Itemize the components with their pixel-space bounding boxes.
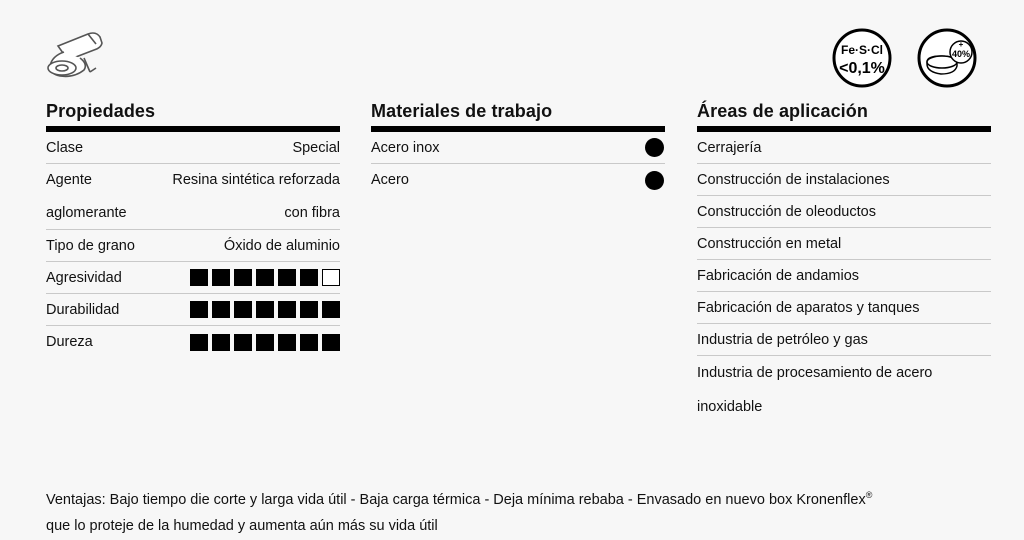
property-label: Agente — [46, 172, 92, 189]
svg-text:40%: 40% — [951, 49, 971, 59]
area-item — [697, 356, 991, 424]
ventajas-text — [46, 482, 986, 539]
rating-block-filled — [300, 334, 318, 351]
propiedades-section — [46, 96, 340, 358]
rating-bars — [190, 301, 340, 318]
rating-bars — [190, 269, 340, 286]
areas-section — [697, 96, 991, 424]
rating-block-filled — [256, 301, 274, 318]
rating-block-filled — [234, 301, 252, 318]
property-label: Clase — [46, 139, 84, 156]
rating-row-durabilidad — [46, 294, 340, 326]
area-item-line: Industria de procesamiento de acero — [697, 365, 933, 381]
rating-block-empty — [322, 269, 340, 286]
fe-s-cl-badge-icon — [832, 28, 892, 88]
area-item-line: inoxidable — [697, 399, 763, 415]
property-label: aglomerante — [46, 204, 127, 221]
property-value: Resina sintética reforzada — [172, 172, 340, 189]
ventajas-line-1: Ventajas: Bajo tiempo die corte y larga vida útil - Baja carga térmica - Deja mínima rebaba - Envasado en nuevo box Kronenflex — [46, 491, 866, 508]
area-item: Construcción de instalaciones — [697, 164, 991, 196]
property-value: con fibra — [284, 204, 340, 221]
rating-block-filled — [190, 269, 208, 286]
rating-block-filled — [322, 301, 340, 318]
area-item: Industria de petróleo y gas — [697, 324, 991, 356]
property-row-grano — [46, 230, 340, 262]
filled-dot-icon — [645, 138, 664, 157]
propiedades-title: Propiedades — [46, 96, 340, 132]
property-value: Óxido de aluminio — [223, 237, 340, 254]
rating-bars — [190, 334, 340, 351]
area-item: Fabricación de andamios — [697, 260, 991, 292]
filled-dot-icon — [645, 171, 664, 190]
area-item: Construcción en metal — [697, 228, 991, 260]
rating-block-filled — [278, 301, 296, 318]
material-label: Acero inox — [371, 139, 440, 156]
materiales-title: Materiales de trabajo — [371, 96, 665, 132]
rating-block-filled — [212, 269, 230, 286]
registered-mark: ® — [865, 490, 873, 500]
rating-label: Durabilidad — [46, 301, 120, 318]
rating-block-filled — [190, 301, 208, 318]
property-value: Special — [292, 139, 340, 156]
areas-title: Áreas de aplicación — [697, 96, 991, 132]
property-row-agente — [46, 164, 340, 230]
ventajas-line-2: que lo proteje de la humedad y aumenta aún más su vida útil — [46, 517, 438, 534]
rating-block-filled — [278, 269, 296, 286]
rating-label: Agresividad — [46, 269, 122, 286]
rating-block-filled — [212, 301, 230, 318]
rating-block-filled — [300, 301, 318, 318]
property-label: Tipo de grano — [46, 237, 135, 254]
svg-text:+: + — [958, 40, 964, 49]
rating-row-agresividad — [46, 262, 340, 294]
rating-row-dureza — [46, 326, 340, 358]
rating-block-filled — [300, 269, 318, 286]
rating-block-filled — [234, 269, 252, 286]
area-item: Construcción de oleoductos — [697, 196, 991, 228]
rating-block-filled — [278, 334, 296, 351]
svg-text:<0,1%: <0,1% — [839, 60, 885, 77]
rating-block-filled — [190, 334, 208, 351]
area-item: Fabricación de aparatos y tanques — [697, 292, 991, 324]
material-row — [371, 132, 665, 164]
angle-grinder-icon — [44, 28, 106, 83]
rating-block-filled — [234, 334, 252, 351]
area-item: Cerrajería — [697, 132, 991, 164]
material-row — [371, 164, 665, 196]
svg-text:Fe·S·Cl: Fe·S·Cl — [841, 43, 883, 57]
materiales-section — [371, 96, 665, 196]
rating-label: Dureza — [46, 334, 93, 350]
rating-block-filled — [256, 334, 274, 351]
material-label: Acero — [371, 172, 409, 188]
rating-block-filled — [256, 269, 274, 286]
rating-block-filled — [212, 334, 230, 351]
property-row-clase — [46, 132, 340, 164]
rating-block-filled — [322, 334, 340, 351]
disc-plus-40-badge-icon — [917, 28, 977, 88]
